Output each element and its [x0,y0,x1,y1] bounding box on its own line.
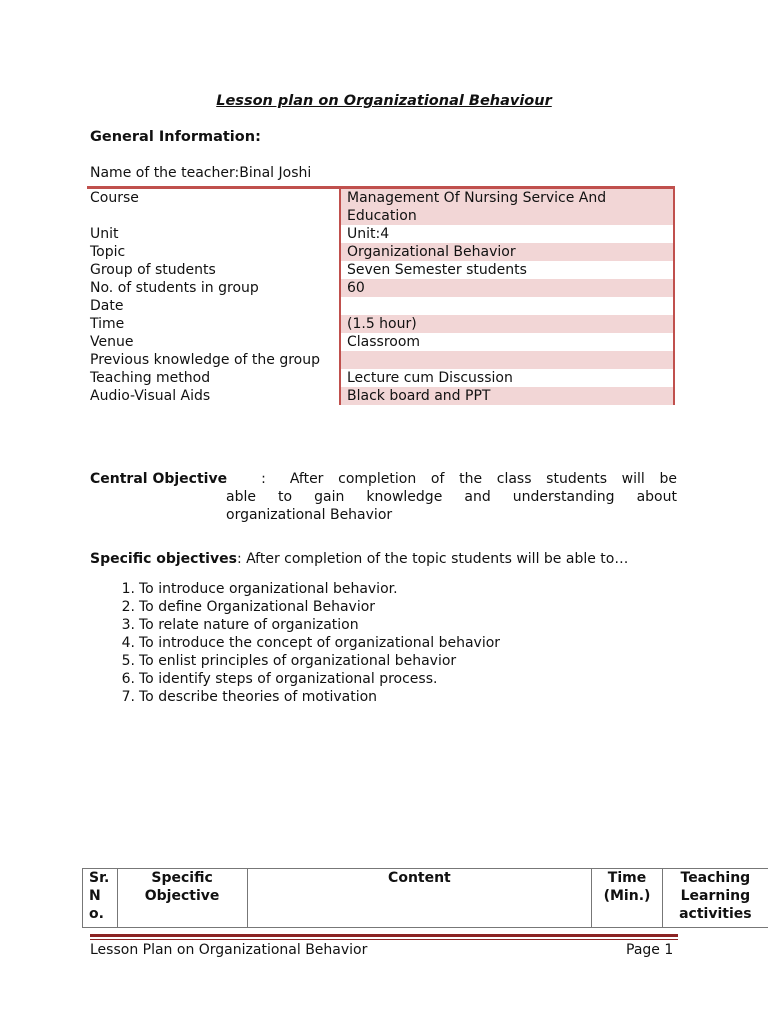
central-objective-line2: able to gain knowledge and understanding about [226,489,677,505]
list-item [110,598,500,616]
info-key: Venue [90,334,134,350]
central-objective-colon: : [261,471,266,487]
info-value: Lecture cum Discussion [340,369,674,387]
info-value: Management Of Nursing Service And Education [340,188,674,226]
objectives-list [110,580,500,706]
list-item [110,670,500,688]
info-row [87,243,674,261]
header-specific-objective: Specific Objective [117,869,247,928]
info-row [87,188,674,226]
list-item [110,634,500,652]
document-title: Lesson plan on Organizational Behaviour [216,93,552,109]
list-number: 3. [121,617,135,633]
info-key: Previous knowledge of the group [90,352,320,368]
specific-objectives [90,551,628,567]
central-objective-label: Central Objective [90,471,228,487]
info-value: Unit:4 [340,225,674,243]
header-sr-no: Sr. N o. [83,869,118,928]
objective-text: To describe theories of motivation [139,689,378,705]
list-number: 1. [121,581,135,597]
general-info-heading: General Information: [90,129,261,145]
info-row [87,369,674,387]
info-key: Unit [90,226,119,242]
info-row [87,279,674,297]
info-value: Organizational Behavior [340,243,674,261]
info-key: Date [90,298,124,314]
specific-objectives-label: Specific objectives [90,551,237,567]
objective-text: To define Organizational Behavior [139,599,376,615]
header-teaching-learning: Teaching Learning activities [662,869,768,928]
info-row [87,261,674,279]
info-key: Group of students [90,262,216,278]
info-value: Classroom [340,333,674,351]
info-value: 60 [340,279,674,297]
header-content: Content [247,869,592,928]
objective-text: To enlist principles of organizational behavior [139,653,457,669]
info-row [87,297,674,315]
info-key: Course [90,190,139,206]
list-number: 4. [121,635,135,651]
objective-text: To introduce the concept of organizational behavior [139,635,501,651]
info-row [87,387,674,405]
list-item [110,652,500,670]
info-key: No. of students in group [90,280,259,296]
info-key: Time [90,316,125,332]
list-number: 7. [121,689,135,705]
general-info-table [87,186,675,405]
teacher-name: Name of the teacher:Binal Joshi [90,165,312,181]
footer-title: Lesson Plan on Organizational Behavior [90,942,368,958]
objective-text: To identify steps of organizational process. [139,671,438,687]
info-value: Seven Semester students [340,261,674,279]
objective-text: To introduce organizational behavior. [139,581,398,597]
footer-divider-thin [90,939,678,940]
info-row [87,225,674,243]
central-objective [90,470,677,524]
list-number: 6. [121,671,135,687]
info-value: Black board and PPT [340,387,674,405]
header-time: Time (Min.) [592,869,662,928]
central-objective-line3: organizational Behavior [226,507,393,523]
list-number: 2. [121,599,135,615]
info-key: Teaching method [90,370,211,386]
page-number: Page 1 [626,942,674,958]
info-value: (1.5 hour) [340,315,674,333]
info-value [340,297,674,315]
specific-objectives-text: : After completion of the topic students will be able to… [236,551,629,567]
info-row [87,351,674,369]
list-item [110,616,500,634]
info-key: Topic [90,244,126,260]
list-number: 5. [121,653,135,669]
lesson-plan-table [82,868,768,928]
info-row [87,315,674,333]
objective-text: To relate nature of organization [139,617,359,633]
footer-divider [90,934,678,937]
info-key: Audio-Visual Aids [90,388,211,404]
list-item [110,580,500,598]
info-value [340,351,674,369]
central-objective-line1: After completion of the class students will be [289,471,677,487]
info-row [87,333,674,351]
list-item [110,688,500,706]
